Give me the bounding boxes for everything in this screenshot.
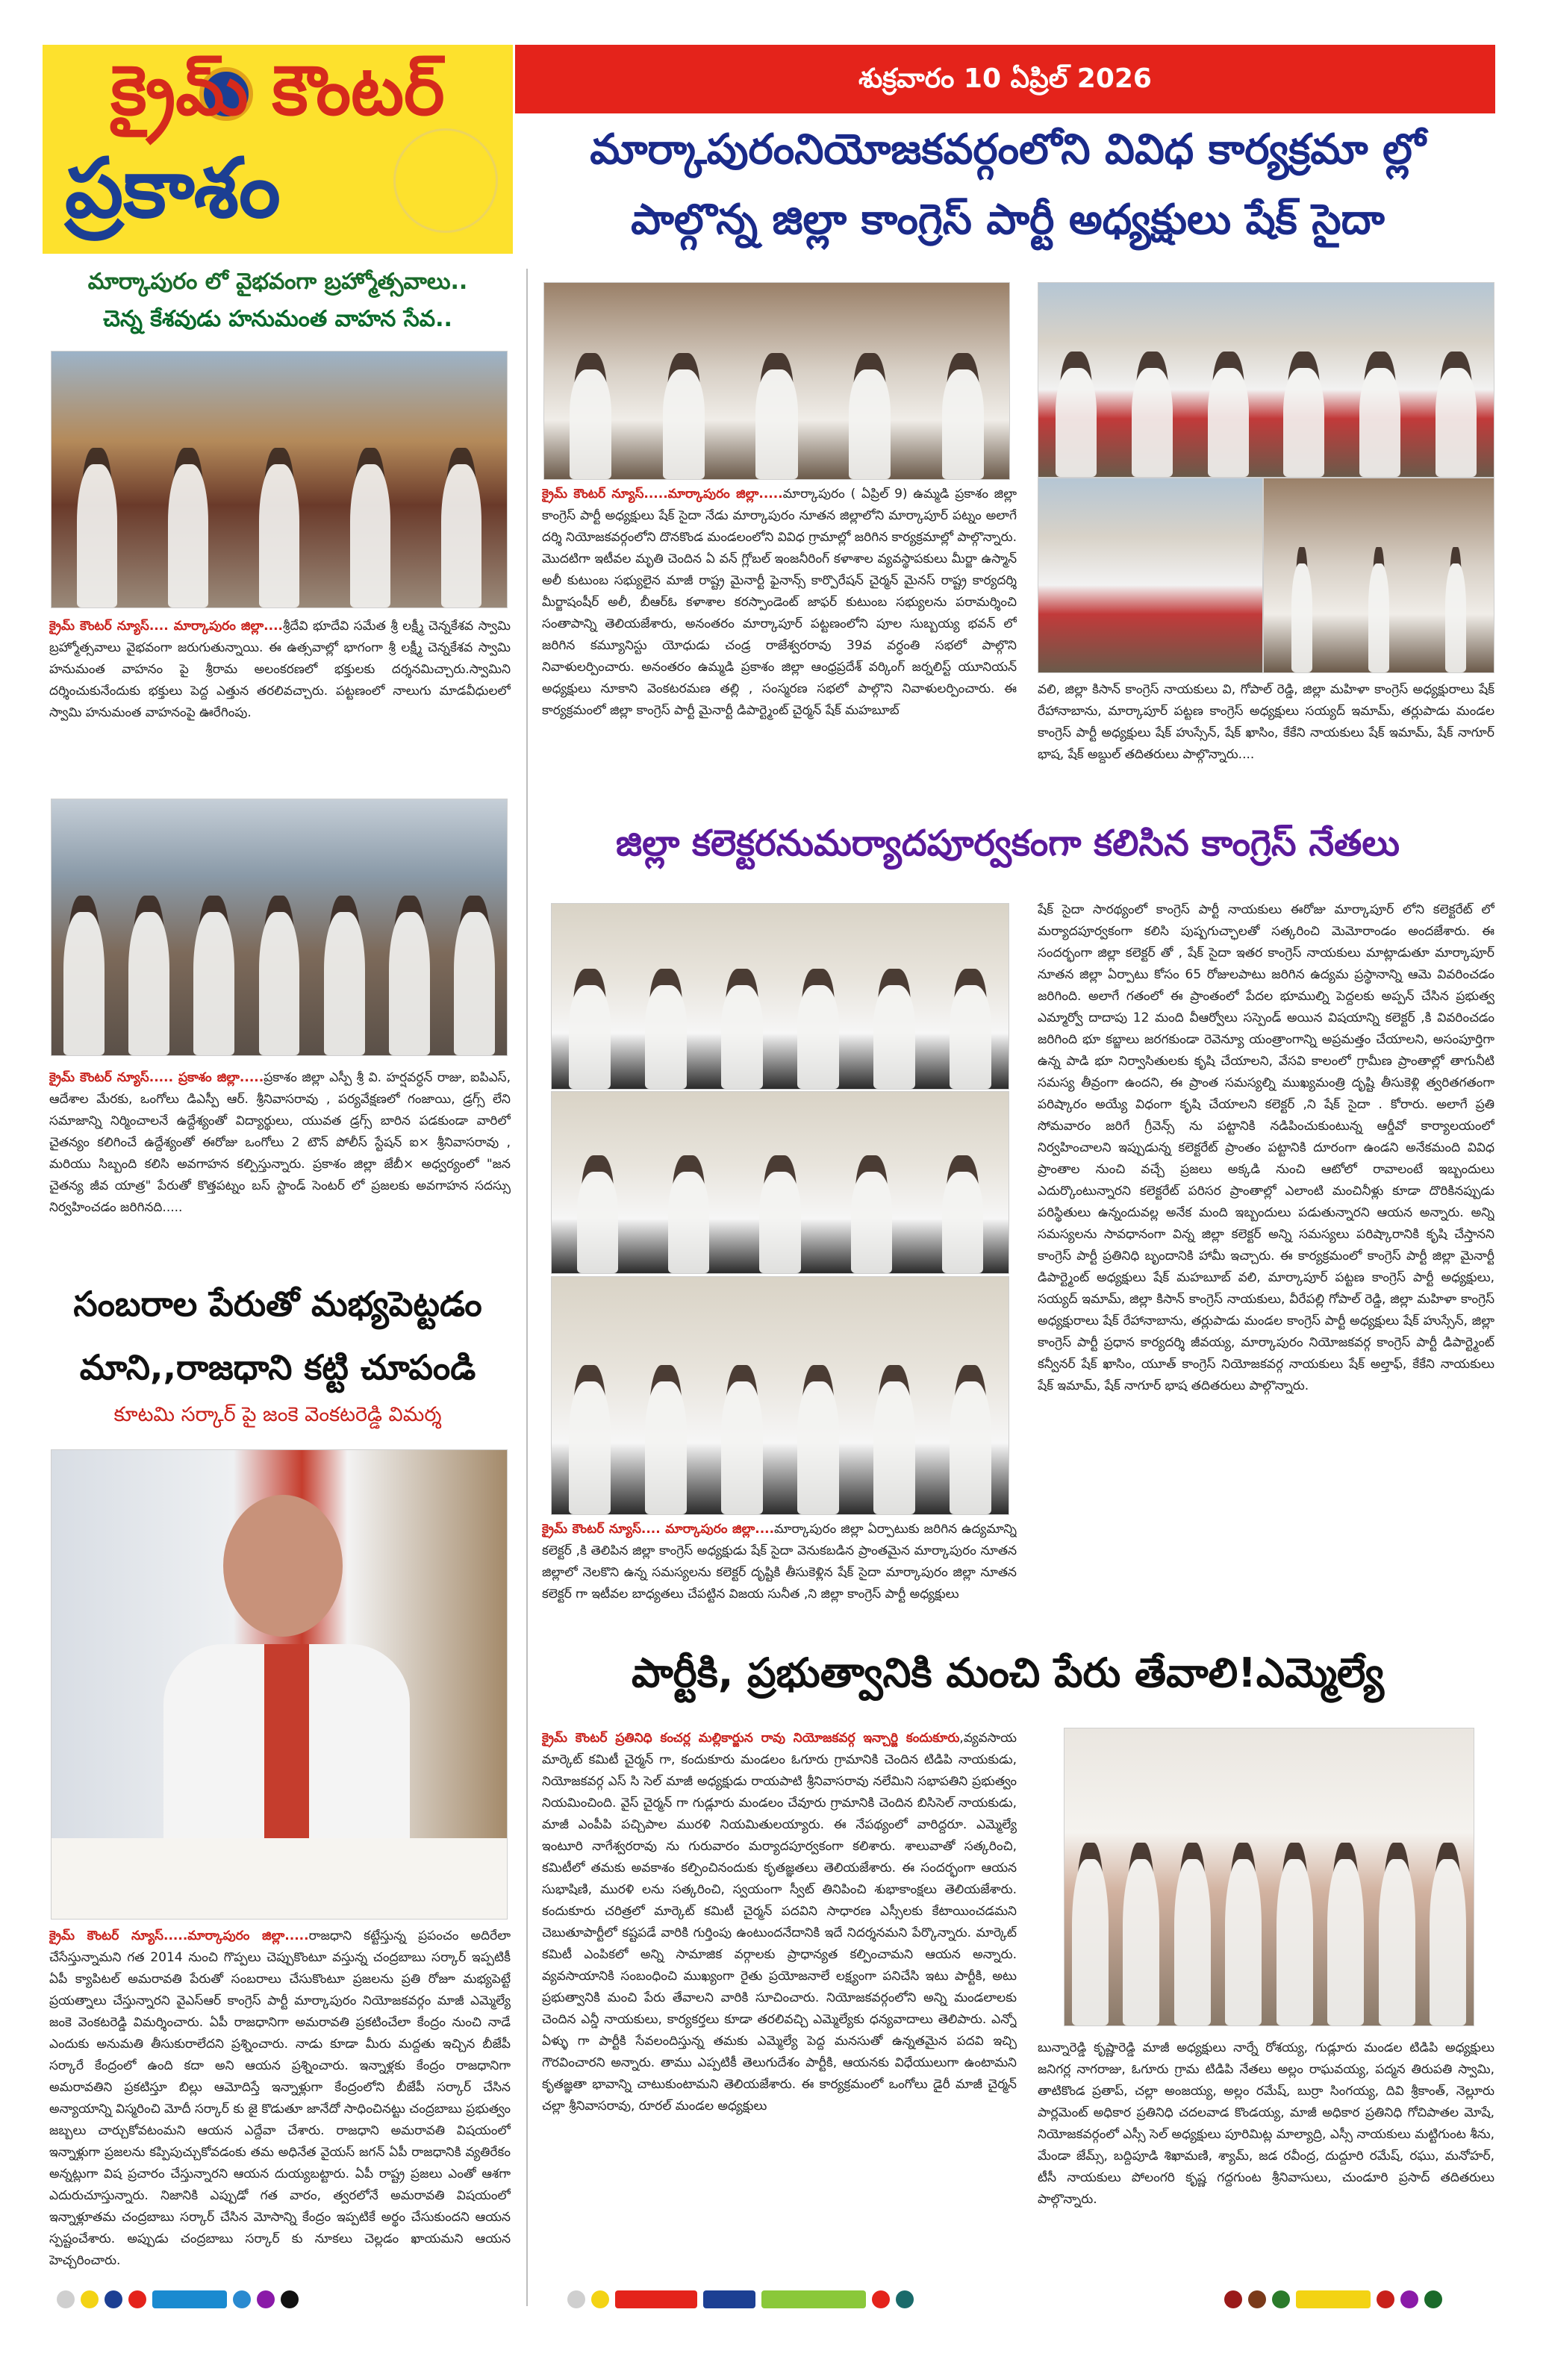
mla-story-tag: క్రైమ్ కౌంటర్ ప్రతినిధి కంచర్ల మల్లికార్జున రావు నియోజకవర్గ ఇన్చార్జి కందుకూరు	[542, 1731, 960, 1746]
amaravati-story-tag: క్రైమ్ కౌంటర్ న్యూస్.....మార్కాపురం జిల్లా.....	[49, 1928, 309, 1943]
anti-drug-rally-photo	[51, 799, 508, 1056]
rally-story-body	[49, 1067, 511, 1269]
collector-meeting-photo-2	[551, 1091, 1009, 1274]
temple-story-tag: క్రైమ్ కౌంటర్ న్యూస్.... మార్కాపురం జిల్లా....	[49, 619, 283, 634]
mla-story-text: ,వ్యవసాయ మార్కెట్ కమిటీ చైర్మన్ గా, కందుకూరు మండలం ఓగూరు గ్రామానికి చెందిన టిడిపి నాయకుడు, నియోజకవర్గ ఎస్ సి సెల్ మాజీ అధ్యక్షుడు రాయపాటి శ్రీనివాసరావు నలేమిని సభాపతిని ప్రభుత్వం నియమించింది. వైస్ చైర్మన్ గా గుడ్లూరు మండలం చేవూరు గ్రామానికి చెందిన బిసిసెల్ నాయకుడు, మాజీ ఎంపీపి పచ్చిపాల మురళి నియమితులయ్యారు. ఈ నేపథ్యంలో వారిద్దరూ. ఎమ్మెల్యే ఇంటూరి నాగేశ్వరరావు ను గురువారం మర్యాదపూర్వకంగా కలిశారు. శాలువాతో సత్కరించి, కమిటీలో తమకు అవకాశం కల్పించినందుకు కృతజ్ఞతలు తెలియజేశారు. ఈ సందర్భంగా ఆయన సుభాషిణి, మురళి లను సత్కరించి, స్వయంగా స్వీట్ తినిపించి శుభాకాంక్షలు తెలియజేశారు. కందుకూరు చరిత్రలో మార్కెట్ కమిటీ చైర్మన్ పదవిని సాధారణ ఎస్సీలకు కేటాయించడమని చెబుతూపార్టీలో కష్టపడే వారికి గుర్తింపు ఉంటుందనేదానికి ఇదే నిదర్శనమని పేర్కొన్నారు. మార్కెట్ కమిటీ ఎంపికలో అన్ని సామాజిక వర్గాలకు ప్రాధాన్యత కల్పించామని ఆయన అన్నారు. వ్యవసాయానికి సంబంధించి ముఖ్యంగా రైతు ప్రయోజనాలే లక్ష్యంగా పనిచేసి ఇటు పార్టీకి, అటు ప్రభుత్వానికి మంచి పేరు తేవాలని వారికి సూచించారు. నియోజకవర్గంలోని అన్ని మండలాలకు చెందిన ఎన్డీ నాయకులు, కార్యకర్తలు కూడా తరలివచ్చి ఎమ్మెల్యేకు ధన్యవాదాలు తెలిపారు. ఎన్నో ఏళ్ళు గా పార్టీకి సేవలందిస్తున్న తమకు ఎమ్మెల్యే పెద్ద మనసుతో ఉన్నతమైన పదవి ఇచ్చి గౌరవించారని అన్నారు. తాము ఎప్పటికీ తెలుగుదేశం పార్టీకి, ఆయనకు విధేయులుగా ఉంటామని కృతజ్ఞతా భావాన్ని చాటుకుంటామని తెలియజేశారు. ఈ కార్యక్రమంలో ఒంగోలు డైరీ మాజీ చైర్మన్ చల్లా శ్రీనివాసరావు, రూరల్ మండల అధ్యక్షులు	[542, 1731, 1017, 2114]
amaravati-headline-line-2: మాని,,రాజధాని కట్టి చూపండి	[79, 1347, 476, 1387]
mla-story-continued: బున్నారెడ్డి కృష్ణారెడ్డి మాజీ అధ్యక్షులు నార్నే రోశయ్య, గుడ్లూరు మండల టిడిపి అధ్యక్షులు జనిగర్ల నాగరాజు, ఓగూరు గ్రామ టిడిపి నేతలు అల్లం రాఘవయ్య, పద్మన తిరుపతి స్వామి, తాటికొండ ప్రతాప్, చల్లా అంజయ్య, అల్లం రమేష్, బుర్రా సింగయ్య, దివి శ్రీకాంత్, నెల్లూరు పార్లమెంట్ అధికార ప్రతినిధి చదలవాడ కొండయ్య, మాజీ అధికార ప్రతినిధి గోచిపాతల మోషే, నియోజకవర్గంలో ఎస్సీ సెల్ అధ్యక్షులు పూరిమిట్ల మాల్యాద్రి, ఎస్సీ నాయకులు మట్టిగుంట శీను, మేండా జేమ్స్, బద్దిపూడి శిఖామణి, శ్యామ్, జడ రవీంద్ర, దుద్దూరి రమేష్, రఘు, మనోహర్, టీసీ నాయకులు పోలంగరి కృష్ణ గద్దగుంట శ్రీనివాసులు, చుండూరి ప్రసాద్ తదితరులు పాల్గొన్నారు.	[1038, 2040, 1494, 2207]
collector-story-body: షేక్ సైదా సారథ్యంలో కాంగ్రెస్ పార్టీ నాయకులు ఈరోజు మార్కాపూర్ లోని కలెక్టరేట్ లో మర్యాదపూర్వకంగా కలిసి పుష్పగుచ్ఛాలతో సత్కరించి మెమోరాండం అందజేశారు. ఈ సందర్భంగా జిల్లా కలెక్టర్ తో , షేక్ సైదా ఇతర కాంగ్రెస్ నాయకులు మాట్లాడుతూ మార్కాపూర్ నూతన జిల్లా ఏర్పాటు కోసం 65 రోజులపాటు జరిగిన ఉద్యమ ప్రస్థానాన్ని ఆమె వివరించడం జరిగింది. అలాగే గతంలో ఈ ప్రాంతంలో పేదల భూముల్ని పెద్దలకు అప్పన్ చేసిన ప్రభుత్వ ఎమ్మార్వో దాదాపు 12 మంది వీఆర్వోలు సస్పెండ్ అయిన విషయాన్ని కలెక్టర్ ,కి వివరించడం జరిగింది భూ కబ్జాలు జరగకుండా రెవెన్యూ యంత్రాంగాన్ని అప్రమత్తం చేయాలని, అసంపూర్తిగా ఉన్న పాడి భూ నిర్వాసితులకు కృషి చేయాలని, వేసవి కాలంలో గ్రామీణ ప్రాంతాల్లో తాగునీటి సమస్య తీవ్రంగా ఉందని, ఈ ప్రాంత సమస్యల్ని ముఖ్యమంత్రి దృష్టి తీసుకెళ్లి త్వరితగతంగా పరిష్కారం అయ్యే విధంగా కృషి చేయాలని కలెక్టర్ ,ని షేక్ సైదా . కోరారు. అలాగే ప్రతి సోమవారం జరిగే గ్రీవెన్స్ ను పట్టానికి నడిపించుకుంటున్న ఆర్డీవో కార్యాలయంలో నిర్వహించాలని ఇప్పుడున్న కలెక్టరేట్ ప్రాంతం పట్టానికి దూరంగా ఉండని అనేకమంది వివిధ ప్రాంతాల నుంచి వచ్చే ప్రజలు అక్కడి నుంచి ఆటోలో రావాలంటే ఇబ్బందులు ఎదుర్కొంటున్నారని కలెక్టరేట్ పరిసర ప్రాంతాల్లో ఎలాంటి మంచినీళ్లు కూడా దొరికినప్పుడు పరిస్థితులు ఉన్నందువల్ల అనేక మంది ఇబ్బందులు పడుతున్నారని ఆయన అన్నారు. అన్ని సమస్యలను సావధానంగా విన్న జిల్లా కలెక్టర్ అన్ని సమస్యలు పరిష్కారానికి కృషి చేస్తానని కాంగ్రెస్ పార్టీ ప్రతినిధి బృందానికి హామీ ఇచ్చారు. ఈ కార్యక్రమంలో కాంగ్రెస్ పార్టీ జిల్లా మైనార్టీ డిపార్ట్మెంట్ అధ్యక్షులు షేక్ మహబూబ్ వలి, మార్కాపూర్ పట్టణ కాంగ్రెస్ పార్టీ అధ్యక్షులు, సయ్యద్ ఇమామ్, జిల్లా కిసాన్ కాంగ్రెస్ నాయకులు, వీరేపల్లి గోపాల్ రెడ్డి, జిల్లా మహిళా కాంగ్రెస్ అధ్యక్షురాలు షేక్ రేహానాబాను, తర్లుపాడు మండల కాంగ్రెస్ పార్టీ అధ్యక్షులు షేక్ హుస్సేన్, జిల్లా కాంగ్రెస్ పార్టీ ప్రధాన కార్యదర్శి జీవయ్య, మార్కాపురం నియోజకవర్గ కాంగ్రెస్ పార్టీ డిపార్ట్మెంట్ కన్వీనర్ షేక్ ఖాసిం, యూత్ కాంగ్రెస్ నియోజకవర్గ నాయకులు షేక్ అల్తాఫ్, కేకేని నాయకులు షేక్ ఇమామ్, షేక్ నాగూర్ భాష తదితరులు పాల్గొన్నారు.	[1038, 902, 1494, 1393]
main-story-continued: వలి, జిల్లా కిసాన్ కాంగ్రెస్ నాయకులు వి, గోపాల్ రెడ్డి, జిల్లా మహిళా కాంగ్రెస్ అధ్యక్షురాలు షేక్ రేహానాబాను, మార్కాపూర్ పట్టణ కాంగ్రెస్ అధ్యక్షులు సయ్యద్ ఇమామ్, తర్లుపాడు మండల కాంగ్రెస్ పార్టీ అధ్యక్షులు షేక్ హుస్సేన్, షేక్ ఖాసిం, కేకేని నాయకులు షేక్ ఇమామ్, షేక్ నాగూర్ భాష, షేక్ అబ్దుల్ తదితరులు పాల్గొన్నారు....	[1038, 682, 1494, 762]
temple-story-body	[49, 616, 511, 799]
collector-story-tag: క్రైమ్ కౌంటర్ న్యూస్.... మార్కాపురం జిల్లా....	[542, 1522, 775, 1537]
collector-meeting-photo-1	[551, 903, 1009, 1090]
amaravati-headline-line-1: సంబరాల పేరుతో మభ్యపెట్టడం	[73, 1284, 482, 1324]
collector-headline: జిల్లా కలెక్టరనుమర్యాదపూర్వకంగా కలిసిన కాంగ్రెస్ నేతలు	[615, 822, 1400, 864]
collector-photo-caption	[542, 1519, 1017, 1616]
temple-headline-line-2: చెన్న కేశవుడు హనుమంత వాహన సేవ..	[103, 306, 452, 332]
condolence-visit-photo	[1263, 478, 1494, 673]
footer-color-strip-left	[57, 2290, 299, 2309]
footer-color-strip-right	[1224, 2290, 1442, 2309]
market-committee-group-photo	[1064, 1728, 1474, 2026]
tribute-garland-photo	[1038, 478, 1263, 673]
date-banner: శుక్రవారం 10 ఏప్రిల్ 2026	[515, 45, 1495, 113]
rally-story-tag: క్రైమ్ కౌంటర్ న్యూస్..... ప్రకాశం జిల్లా.....	[49, 1070, 264, 1085]
collector-caption-text: మార్కాపురం జిల్లా ఏర్పాటుకు జరిగిన ఉద్యమాన్ని కలెక్టర్ ,కి తెలిపిన జిల్లా కాంగ్రెస్ అధ్యక్షుడు షేక్ సైదా వెనుకబడిన ప్రాంతమైన మార్కాపురం నూతన జిల్లాలో నెలకొని ఉన్న సమస్యలను కలెక్టర్ దృష్టికి తీసుకెళ్లిన షేక్ సైదా మార్కాపురం జిల్లా నూతన కలెక్టర్ గా ఇటీవల బాధ్యతలు చేపట్టిన విజయ సునీత ,ని జిల్లా కాంగ్రెస్ పార్టీ అధ్యక్షులు	[542, 1522, 1017, 1602]
brand-line-2: ప్రకాశం	[65, 140, 281, 236]
temple-procession-photo	[51, 351, 508, 608]
mla-headline: పార్టీకి, ప్రభుత్వానికి మంచి పేరు తేవాలి!ఎమ్మెల్యే	[631, 1649, 1385, 1696]
column-divider-left	[526, 269, 528, 2306]
memorial-gathering-photo	[1038, 282, 1494, 478]
brand-line-1: క్రైమ్ కౌంటర్	[110, 51, 445, 131]
main-headline-line-1: మార్కాపురంనియోజకవర్గంలోని వివిధ కార్యక్రమా ల్లో	[590, 125, 1426, 174]
footer-color-strip-middle	[567, 2290, 914, 2309]
main-story-text: మార్కాపురం ( ఏప్రిల్ 9) ఉమ్మడి ప్రకాశం జిల్లా కాంగ్రెస్ పార్టీ అధ్యక్షులు షేక్ సైదా నేడు మార్కాపురం నూతన జిల్లాలోని మార్కాపూర్ పట్నం అలాగే దర్శి నియోజకవర్గంలోని దొనకొండ మండలంలోని వివిధ గ్రామాల్లో జరిగిన కార్యక్రమాల్లో పాల్గొన్నారు. మొదటిగా ఇటీవల మృతి చెందిన ఏ వన్ గ్లోబల్ ఇంజనీరింగ్ కళాశాల వ్యవస్థాపకులు మీర్జా ఉస్మాన్ అలీ కుటుంబ సభ్యులైన మాజీ రాష్ట్ర మైనార్టీ ఫైనాన్స్ కార్పొరేషన్ చైర్మన్ మైనస్ రాష్ట్ర కార్యదర్శి మీర్జాషంషీర్ అలీ, బీఆర్ఓ కళాశాల కరస్పాండెంట్ జాఫర్ కుటుంబ సభ్యులను పరామర్శించి సంతాపాన్ని తెలియజేశారు, అనంతరం మార్కాపూర్ పట్టణంలోని పూల సుబ్బయ్య భవన్ లో జరిగిన కమ్యూనిస్టు యోధుడు చండ్ర రాజేశ్వరరావు 39వ వర్ధంతి సభలో పాల్గొని నివాళులర్పించారు. అనంతరం ఉమ్మడి ప్రకాశం జిల్లా ఆంధ్రప్రదేశ్ వర్కింగ్ జర్నలిస్ట్ యూనియన్ అధ్యక్షులు నూకాని వెంకటరమణ తల్లి , సంస్మరణ సభలో పాల్గొని నివాళులర్పించారు. ఈ కార్యక్రమంలో జిల్లా కాంగ్రెస్ పార్టీ మైనార్టీ డిపార్ట్మెంట్ చైర్మన్ షేక్ మహబూబ్	[542, 487, 1017, 718]
amaravati-story-body	[49, 1925, 511, 2299]
main-story-body	[542, 484, 1017, 801]
amaravati-subhead: కూటమి సర్కార్ పై జంకె వెంకటరెడ్డి విమర్శ	[113, 1403, 442, 1426]
main-story-tag: క్రైమ్ కౌంటర్ న్యూస్.....మార్కాపురం జిల్లా.....	[542, 487, 783, 502]
main-headline-line-2: పాల్గొన్న జిల్లా కాంగ్రెస్ పార్టీ అధ్యక్షులు షేక్ సైదా	[631, 196, 1385, 244]
collector-meeting-photo-3	[551, 1276, 1009, 1515]
congress-leaders-meeting-photo	[543, 282, 1010, 480]
temple-headline-line-1: మార్కాపురం లో వైభవంగా బ్రహ్మోత్సవాలు..	[87, 269, 468, 295]
amaravati-story-text: రాజధాని కట్టేస్తున్న ప్రపంచం అదిరేలా చేసేస్తున్నామని గత 2014 నుంచి గొప్పలు చెప్పుకొంటూ వస్తున్న చంద్రబాబు సర్కార్ ఇప్పటికీ ఏపీ క్యాపిటల్ అమరావతి పేరుతో సంబరాలు చేసుకొంటూ ప్రజలను ప్రతి రోజూ మభ్యపెట్టే ప్రయత్నాలు చేస్తున్నారని వైఎస్ఆర్ కాంగ్రెస్ పార్టీ మార్కాపురం నియోజకవర్గం మాజీ ఎమ్మెల్యే జంకె వెంకటరెడ్డి విమర్శించారు. ఏపీ రాజధానిగా అమరావతి ప్రకటించేలా కేంద్రం నుంచి నాడే ఎందుకు అనుమతి తీసుకురాలేదని ప్రశ్నించారు. నాడు కూడా మీరు మద్దతు ఇచ్చిన బీజేపీ సర్కారే కేంద్రంలో ఉంది కదా అని ఆయన ప్రశ్నించారు. ఇన్నాళ్లకు కేంద్రం రాజధానిగా అమరావతిని ప్రకటిస్తూ బిల్లు ఆమోదిస్తే ఇన్నాళ్లుగా కేంద్రంలోని బీజేపీ సర్కార్ చేసిన అన్యాయాన్ని విస్మరించి మోదీ సర్కార్ కు జై కొడుతూ జానేదో సాధించినట్టు చంద్రబాబు ప్రభుత్వం జబ్బలు చార్చుకోవటంమని ఆయన ఎద్దేవా చేశారు. రాజధాని అమరావతి విషయంలో ఇన్నాళ్లుగా ప్రజలను కప్పిపుచ్చుకోవడంకు తమ అధినేత వైయస్ జగన్ ఏపీ రాజధానికి వ్యతిరేకం అన్నట్లుగా విష ప్రచారం చేస్తున్నారని ఆయన దుయ్యబట్టారు. ఏపీ రాష్ట్ర ప్రజలు ఎంతో ఆశగా ఎదురుచూస్తున్నారు. నిజానికి ఎప్పుడో గత వారం, త్వరలోనే అమరావతి విషయంలో ఇన్నాళ్లూతమ చంద్రబాబు సర్కార్ చేసిన మోసాన్ని కేంద్రం ఇప్పటికే అర్థం చేసుకుందని ఆయన స్పష్టంచేశారు. అప్పుడు చంద్రబాబు సర్కార్ కు నూకలు చెల్లడం ఖాయమని ఆయన హెచ్చరించారు.	[49, 1928, 511, 2268]
mla-story-body	[542, 1728, 1017, 2299]
venkatareddy-portrait-photo	[51, 1449, 508, 1920]
rally-story-text: ప్రకాశం జిల్లా ఎస్పీ శ్రీ వి. హర్షవర్ధన్ రాజు, ఐపిఎస్, ఆదేశాల మేరకు, ఒంగోలు డిఎస్పీ ఆర్. శ్రీనివాసరావు , పర్యవేక్షణలో గంజాయి, డ్రగ్స్ లేని సమాజాన్ని నిర్మించాలనే ఉద్దేశ్యంతో విద్యార్థులు, యువత డ్రగ్స్ బారిన పడకుండా వారిలో చైతన్యం కలిగించే ఉద్దేశ్యంతో ఈరోజు ఒంగోలు 2 టౌన్ పోలీస్ స్టేషన్ ఐ× శ్రీనివాసరావు , మరియు సిబ్బంది కలిసి అవగాహన కల్పిస్తున్నారు. ప్రకాశం జిల్లా జేబీ× అధ్వర్యంలో "జన చైతన్య జీవ యాత్ర" పేరుతో కొత్తపట్నం బస్ స్టాండ్ సెంటర్ లో ప్రజలకు అవగాహన సదస్సు నిర్వహించడం జరిగినది.....	[49, 1070, 511, 1215]
temple-story-text: శ్రీదేవి భూదేవి సమేత శ్రీ లక్ష్మీ చెన్నకేశవ స్వామి బ్రహ్మోత్సవాలు వైభవంగా జరుగుతున్నాయి. ఈ ఉత్సవాల్లో భాగంగా శ్రీ లక్ష్మీ చెన్నకేశవ స్వామి హనుమంత వాహనం పై శ్రీరామ అలంకరణలో భక్తులకు దర్శనమిచ్చారు.స్వామిని దర్శించుకునేందుకు భక్తులు పెద్ద ఎత్తున తరలివచ్చారు. పట్టణంలో నాలుగు మాడవీధులలో స్వామి హనుమంత వాహనంపై ఊరేగింపు.	[49, 619, 511, 720]
masthead-logo	[43, 45, 513, 254]
